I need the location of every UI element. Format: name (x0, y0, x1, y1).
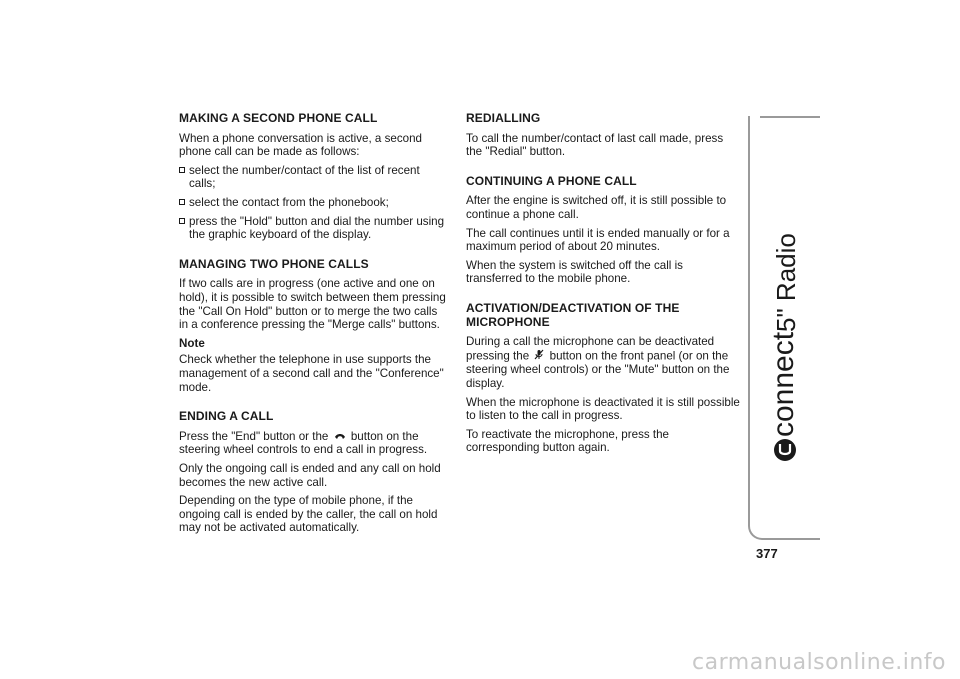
paragraph: When the microphone is deactivated it is still possible to listen to the call in progress. (466, 395, 740, 423)
paragraph: After the engine is switched off, it is still possible to continue a phone call. (466, 194, 727, 221)
left-column (179, 112, 449, 540)
section-heading: ACTIVATION/DEACTIVATION OF THE MICROPHONE (466, 300, 680, 329)
paragraph: Depending on the type of mobile phone, if the ongoing call is ended by the caller, the call on hold may not be activated automatically. (179, 494, 438, 535)
section-heading: CONTINUING A PHONE CALL (466, 173, 637, 188)
paragraph: To reactivate the microphone, press the corresponding button again. (466, 427, 669, 455)
list-item-text: select the number/contact of the list of recent calls; (189, 163, 420, 191)
section-heading: REDIALLING (466, 111, 541, 125)
square-bullet-icon (179, 218, 185, 224)
page-number: 377 (756, 546, 778, 561)
square-bullet-icon (179, 167, 185, 173)
section-heading: ENDING A CALL (179, 409, 274, 424)
list-item (179, 215, 449, 242)
microphone-mute-icon (534, 349, 544, 364)
paragraph: The call continues until it is ended manually or for a maximum period of about 20 minutes. (466, 226, 730, 254)
note-text: Check whether the telephone in use supports the management of a second call and the "Conference" mode. (179, 353, 444, 394)
uconnect-radio-logo (757, 232, 813, 464)
paragraph-text: button on the steering wheel controls to end a call in progress. (179, 429, 428, 457)
paragraph (466, 335, 742, 390)
paragraph-text: button on the front panel (or on the steering wheel controls) or the "Mute" button on the display. (466, 349, 730, 390)
list-item (179, 196, 449, 210)
paragraph-text: During a call the microphone can be deactivated pressing the (466, 335, 715, 363)
list-item-text: select the contact from the phonebook; (189, 195, 389, 209)
right-column (466, 112, 742, 460)
note-title: Note (179, 336, 205, 350)
paragraph: When the system is switched off the call is transferred to the mobile phone. (466, 258, 683, 286)
section-heading: MAKING A SECOND PHONE CALL (179, 111, 378, 125)
logo-text: connect (767, 331, 800, 437)
watermark-text: carmanualsonline.info (692, 650, 946, 675)
square-bullet-icon (179, 199, 185, 205)
section-heading: MANAGING TWO PHONE CALLS (179, 256, 369, 271)
paragraph: If two calls are in progress (one active and one on hold), it is possible to switch between them pressing the "Call On Hold" button or to merge the two calls in a conference pressing the "Merge calls" buttons. (179, 277, 446, 332)
model-text: 5" Radio (771, 233, 801, 332)
list-item-text: press the "Hold" button and dial the number using the graphic keyboard of the display. (189, 214, 445, 242)
paragraph: When a phone conversation is active, a second phone call can be made as follows: (179, 131, 422, 159)
paragraph: Only the ongoing call is ended and any call on hold becomes the new active call. (179, 462, 441, 489)
list-item (179, 164, 449, 191)
paragraph: To call the number/contact of last call made, press the "Redial" button. (466, 131, 724, 159)
watermark (0, 650, 960, 675)
paragraph (179, 430, 449, 457)
end-call-icon (334, 430, 346, 444)
paragraph-text: Press the "End" button or the (179, 429, 329, 443)
